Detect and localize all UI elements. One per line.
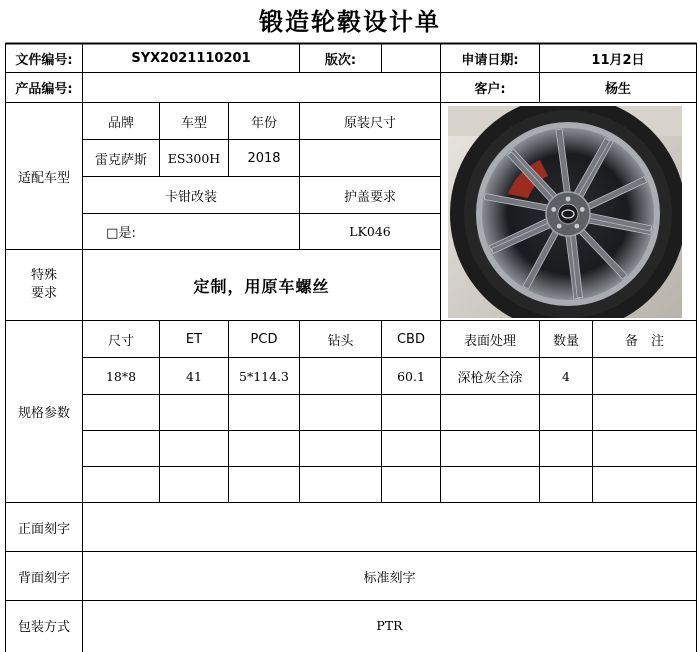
- spec-header-cell: CBD: [396, 331, 425, 347]
- spec-header-cell: 备 注: [624, 333, 664, 349]
- apply-date-value: 11月2日: [591, 52, 645, 68]
- spec-table-cell: 4: [562, 368, 570, 384]
- spec-table-cell: [160, 431, 228, 466]
- packing-value: PTR: [376, 618, 403, 633]
- packing-label: 包装方式: [17, 620, 70, 635]
- cap-value: LK046: [349, 224, 391, 239]
- brand-value: 雷克萨斯: [94, 152, 147, 168]
- model-value: ES300H: [167, 150, 221, 166]
- spec-header-cell: PCD: [250, 331, 278, 347]
- spec-table-cell: [229, 431, 299, 466]
- form-title: 锻造轮毂设计单: [259, 8, 441, 36]
- back-engraving-label: 背面刻字: [17, 570, 70, 586]
- model-label: 车型: [180, 115, 207, 131]
- product-no-value: [83, 73, 440, 102]
- specs-section-label: 规格参数: [17, 406, 70, 421]
- spec-header-cell: 表面处理: [463, 333, 516, 349]
- wheel-photo: [448, 106, 682, 318]
- spec-table-cell: [300, 467, 381, 502]
- special-text: 定制，用原车螺丝: [193, 276, 330, 296]
- special-label: [6, 250, 82, 320]
- file-no-label: 文件编号:: [15, 52, 73, 68]
- special-label-line1: 特殊: [30, 268, 57, 283]
- spec-table-cell: [83, 431, 159, 466]
- spec-table-cell: [540, 431, 592, 466]
- front-engraving-value: [83, 503, 696, 551]
- spec-table-cell: [593, 395, 696, 430]
- version-label: 版次:: [324, 52, 357, 68]
- customer-label: 客户:: [474, 82, 506, 97]
- spec-table-cell: [593, 358, 696, 394]
- spec-table-cell: [593, 431, 696, 466]
- spec-table-cell: [540, 467, 592, 502]
- spec-table-cell: 5*114.3: [239, 368, 289, 384]
- spec-table-cell: [300, 431, 381, 466]
- cap-label: 护盖要求: [343, 189, 396, 205]
- spec-table-cell: [441, 395, 539, 430]
- apply-date-label: 申请日期:: [461, 52, 519, 68]
- version-value: [382, 44, 440, 72]
- brand-label: 品牌: [107, 115, 134, 131]
- spec-table-cell: [300, 395, 381, 430]
- spec-table-cell: [382, 467, 440, 502]
- year-label: 年份: [250, 115, 277, 131]
- caliper-label: 卡钳改装: [164, 189, 217, 205]
- spec-table-cell: [441, 467, 539, 502]
- special-label-line2: 要求: [30, 286, 57, 301]
- spec-table-cell: [229, 395, 299, 430]
- spec-table-cell: 60.1: [397, 368, 425, 384]
- spec-table-cell: [83, 395, 159, 430]
- spec-header-cell: 数量: [552, 333, 579, 349]
- spec-table-cell: 深枪灰全涂: [457, 370, 523, 386]
- spec-header-cell: ET: [185, 331, 203, 347]
- wheel-image: [448, 106, 682, 318]
- spec-table-cell: [229, 467, 299, 502]
- caliper-yes-checkbox[interactable]: □是:: [106, 226, 136, 241]
- caliper-value: [160, 214, 299, 249]
- spec-table-cell: [441, 431, 539, 466]
- spec-table-cell: [382, 395, 440, 430]
- vehicle-section-label: 适配车型: [17, 170, 70, 186]
- spec-table-cell: [382, 431, 440, 466]
- spec-table-cell: 18*8: [105, 368, 137, 384]
- file-no-value: SYX2021110201: [131, 50, 251, 66]
- orig-size-label: 原装尺寸: [343, 115, 396, 131]
- spec-table-cell: [540, 395, 592, 430]
- spec-table-cell: 41: [186, 368, 202, 384]
- year-value: 2018: [247, 150, 281, 166]
- spec-table-cell: [83, 467, 159, 502]
- spec-header-cell: 钻头: [327, 333, 354, 349]
- spec-table-cell: [593, 467, 696, 502]
- spec-table-cell: [160, 395, 228, 430]
- front-engraving-label: 正面刻字: [17, 521, 70, 537]
- spec-header-cell: 尺寸: [107, 333, 134, 349]
- product-no-label: 产品编号:: [15, 82, 73, 97]
- spec-table-cell: [160, 467, 228, 502]
- orig-size-value: [300, 140, 440, 176]
- back-engraving-value: 标准刻字: [363, 570, 416, 586]
- customer-value: 杨生: [604, 82, 631, 97]
- spec-table-cell: [300, 358, 381, 394]
